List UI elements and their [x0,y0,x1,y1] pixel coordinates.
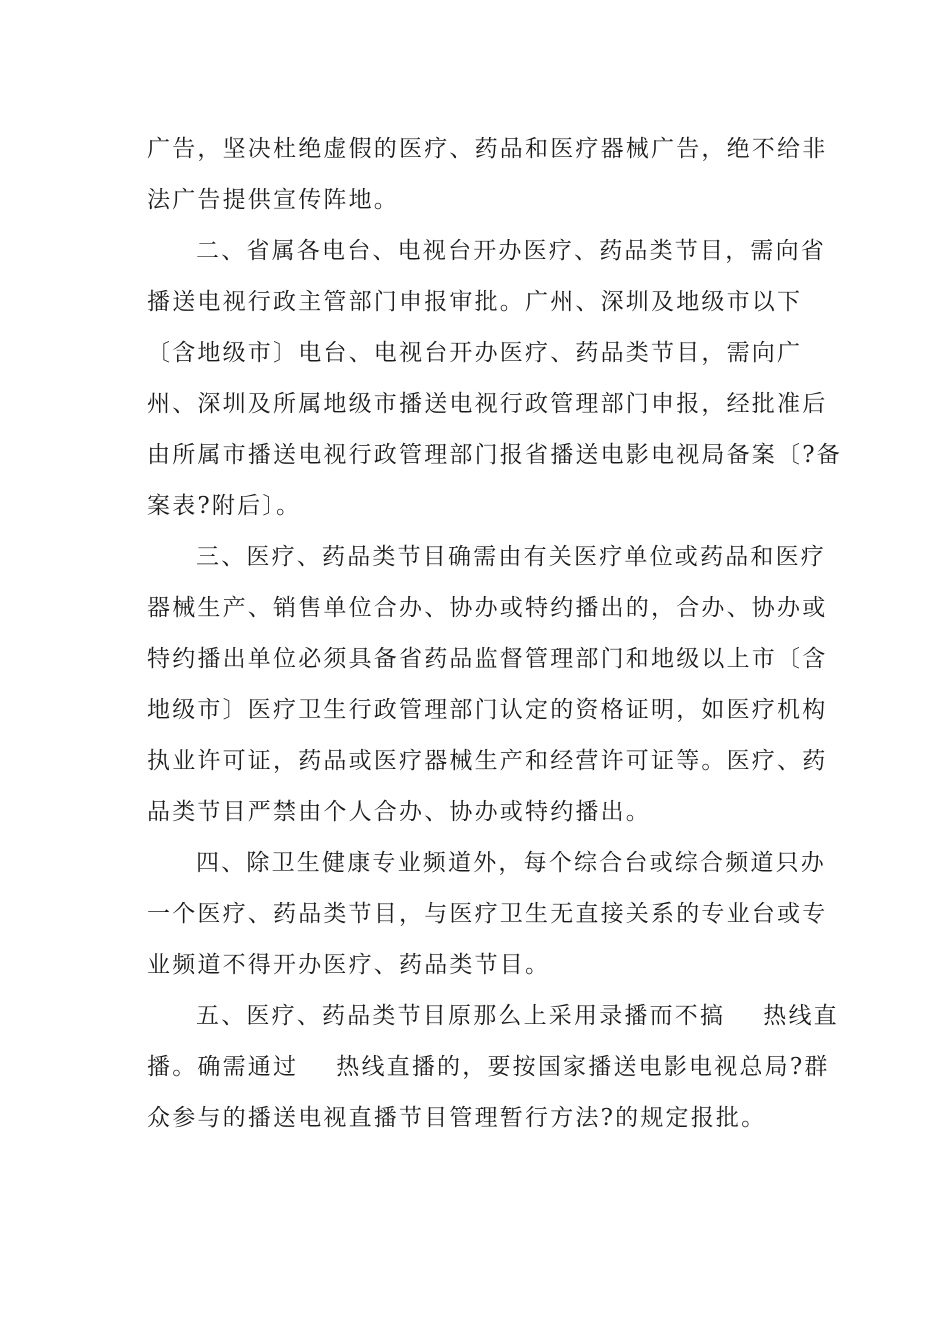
text-line: 广告，坚决杜绝虚假的医疗、药品和医疗器械广告，绝不给非 [147,136,828,162]
text-line: 播送电视行政主管部门申报审批。广州、深圳及地级市以下 [147,289,803,315]
paragraph-5-start: 五、医疗、药品类节目原那么上采用录播而不搞 热线直 [196,1003,839,1029]
text-line: 众参与的播送电视直播节目管理暂行方法?的规定报批。 [147,1105,767,1131]
text-line: 地级市〕医疗卫生行政管理部门认定的资格证明，如医疗机构 [147,697,828,723]
text-line: 播。确需通过 热线直播的，要按国家播送电影电视总局?群 [147,1054,830,1080]
text-line: 业频道不得开办医疗、药品类节目。 [147,952,551,978]
text-line: 特约播出单位必须具备省药品监督管理部门和地级以上市〔含 [147,646,828,672]
text-line: 〔含地级市〕电台、电视台开办医疗、药品类节目，需向广 [147,340,803,366]
text-line: 州、深圳及所属地级市播送电视行政管理部门申报，经批准后 [147,391,828,417]
paragraph-2-start: 二、省属各电台、电视台开办医疗、药品类节目，需向省 [196,238,826,264]
text-line: 由所属市播送电视行政管理部门报省播送电影电视局备案〔?备 [147,442,842,468]
paragraph-4-start: 四、除卫生健康专业频道外，每个综合台或综合频道只办 [196,850,826,876]
text-line: 法广告提供宣传阵地。 [147,187,399,213]
text-line: 品类节目严禁由个人合办、协办或特约播出。 [147,799,651,825]
text-line: 案表?附后〕。 [147,493,302,519]
text-line: 一个医疗、药品类节目，与医疗卫生无直接关系的专业台或专 [147,901,828,927]
text-line: 器械生产、销售单位合办、协办或特约播出的，合办、协办或 [147,595,828,621]
paragraph-3-start: 三、医疗、药品类节目确需由有关医疗单位或药品和医疗 [196,544,826,570]
text-line: 执业许可证，药品或医疗器械生产和经营许可证等。医疗、药 [147,748,828,774]
